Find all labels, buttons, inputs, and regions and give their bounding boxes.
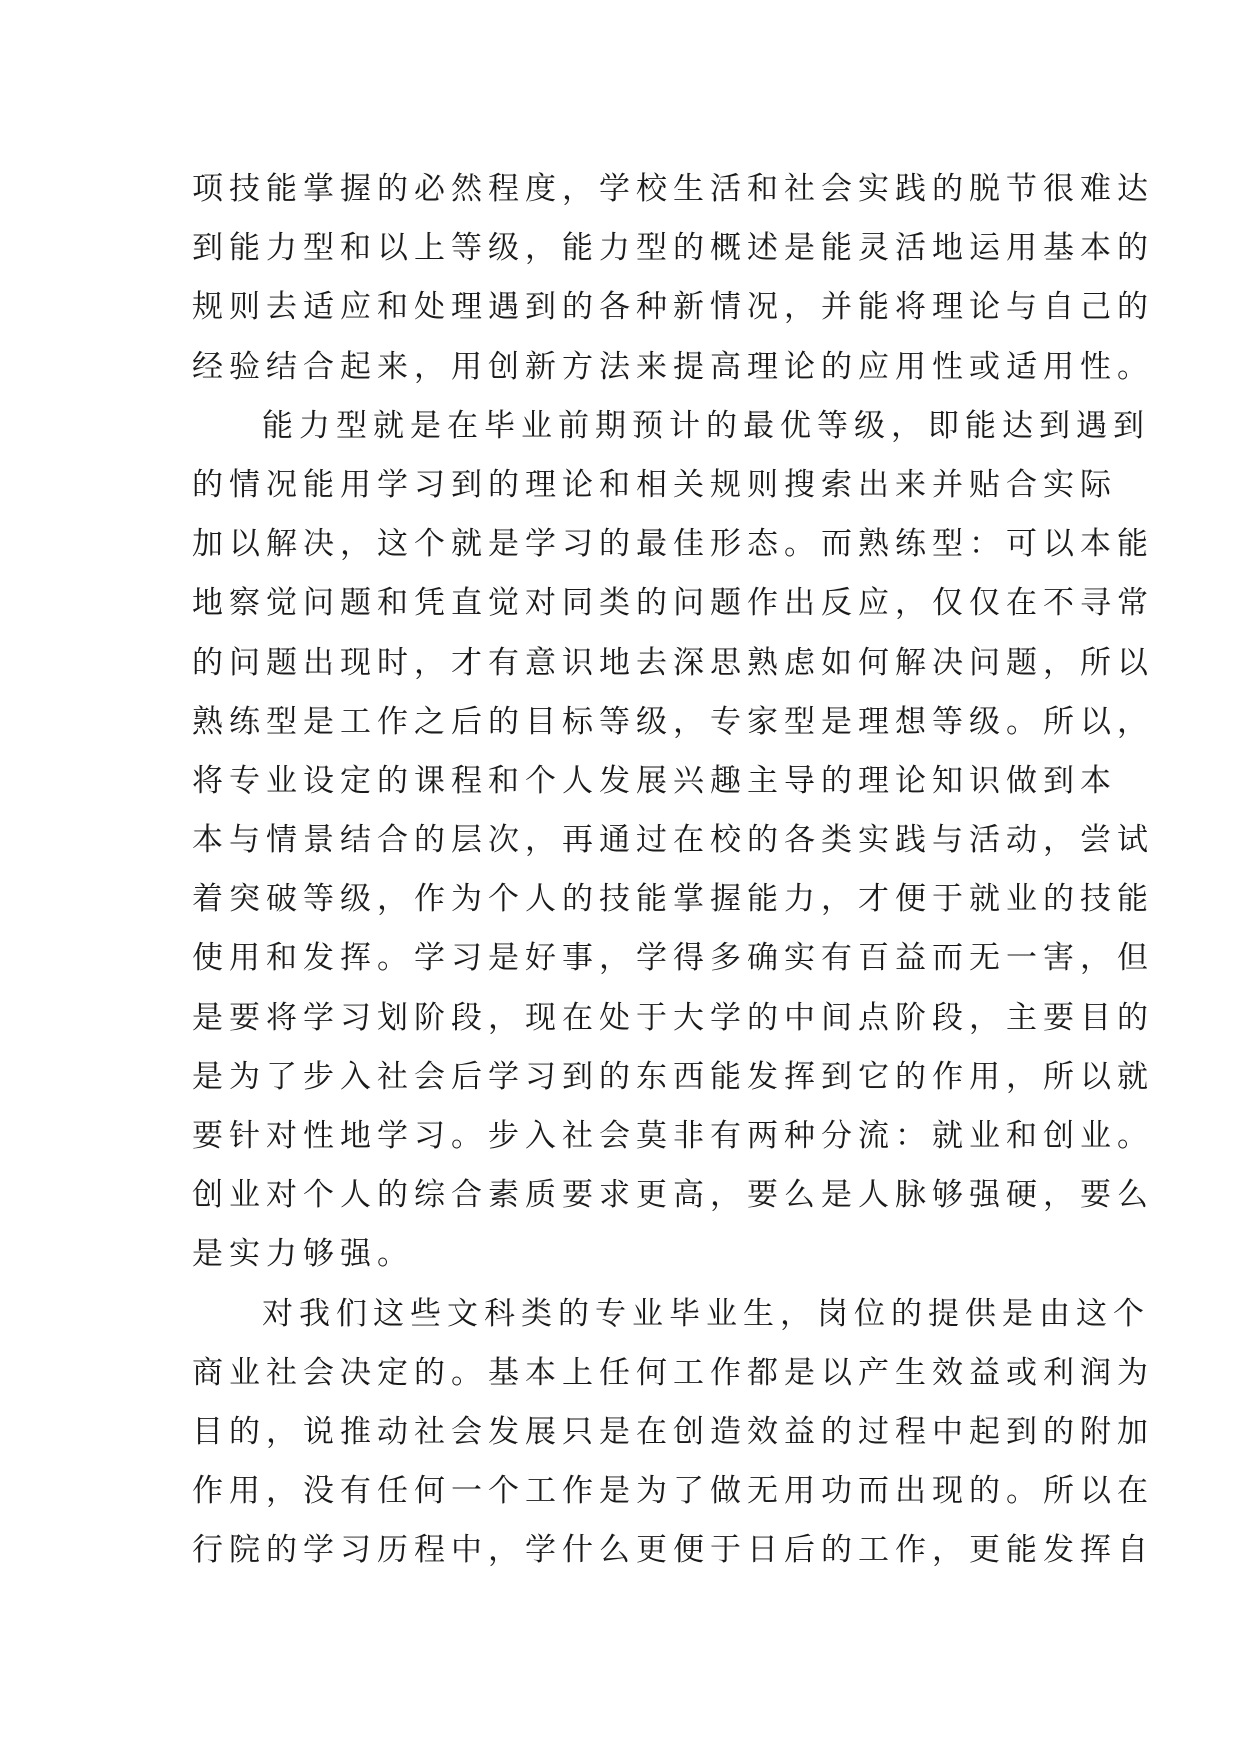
text-line: 是实力够强。 (192, 1236, 414, 1273)
text-line: 创业对个人的综合素质要求更高，要么是人脉够强硬，要么 (192, 1177, 1154, 1214)
text-line: 项技能掌握的必然程度，学校生活和社会实践的脱节很难达 (192, 171, 1154, 207)
text-line: 的情况能用学习到的理论和相关规则搜索出来并贴合实际 (192, 466, 1117, 503)
text-line: 到能力型和以上等级，能力型的概述是能灵活地运用基本的 (192, 230, 1154, 267)
text-line: 是为了步入社会后学习到的东西能发挥到它的作用，所以就 (192, 1058, 1154, 1095)
text-line: 着突破等级，作为个人的技能掌握能力，才便于就业的技能 (192, 881, 1154, 918)
text-line: 规则去适应和处理遇到的各种新情况，并能将理论与自己的 (192, 289, 1154, 326)
text-line: 本与情景结合的层次，再通过在校的各类实践与活动，尝试 (192, 822, 1154, 859)
paragraph-start-line: 能力型就是在毕业前期预计的最优等级，即能达到遇到 (262, 407, 1150, 444)
text-line: 行院的学习历程中，学什么更便于日后的工作，更能发挥自 (192, 1532, 1154, 1569)
text-line: 将专业设定的课程和个人发展兴趣主导的理论知识做到本 (192, 762, 1117, 799)
text-line: 的问题出现时，才有意识地去深思熟虑如何解决问题，所以 (192, 644, 1154, 681)
text-line: 是要将学习划阶段，现在处于大学的中间点阶段，主要目的 (192, 999, 1154, 1036)
text-line: 要针对性地学习。步入社会莫非有两种分流：就业和创业。 (192, 1118, 1154, 1154)
text-line: 熟练型是工作之后的目标等级，专家型是理想等级。所以， (192, 703, 1154, 740)
text-line: 经验结合起来，用创新方法来提高理论的应用性或适用性。 (192, 348, 1154, 385)
text-line: 使用和发挥。学习是好事，学得多确实有百益而无一害，但 (192, 940, 1154, 977)
paragraph-start-line: 对我们这些文科类的专业毕业生，岗位的提供是由这个 (262, 1295, 1150, 1332)
text-line: 加以解决，这个就是学习的最佳形态。而熟练型：可以本能 (192, 526, 1154, 563)
text-line: 作用，没有任何一个工作是为了做无用功而出现的。所以在 (192, 1473, 1154, 1510)
body-text (192, 160, 1154, 1581)
text-line: 商业社会决定的。基本上任何工作都是以产生效益或利润为 (192, 1354, 1154, 1391)
text-line: 目的，说推动社会发展只是在创造效益的过程中起到的附加 (192, 1413, 1154, 1450)
text-line: 地察觉问题和凭直觉对同类的问题作出反应，仅仅在不寻常 (192, 585, 1154, 622)
